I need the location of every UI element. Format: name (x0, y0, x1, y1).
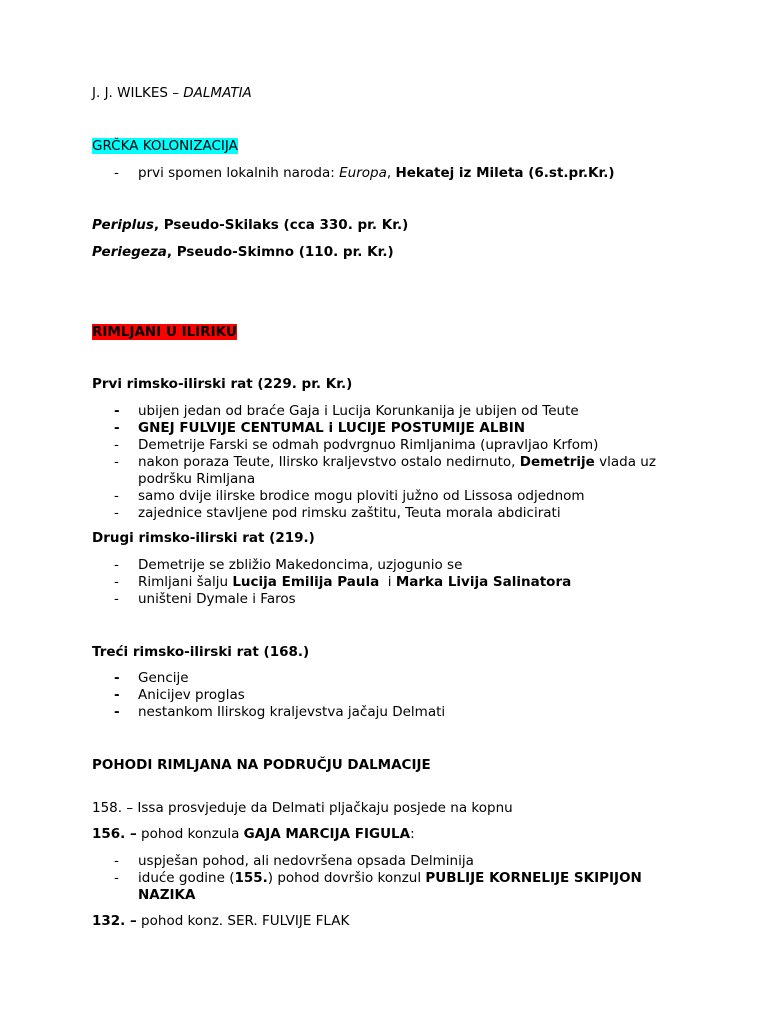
item-text: prvi spomen lokalnih naroda: (138, 165, 340, 181)
item-text: iduće godine ( (138, 870, 235, 886)
work-author: , Pseudo-Skimno (110. pr. Kr.) (166, 244, 394, 260)
item-text: nakon poraza Teute, Ilirsko kraljevstvo ostalo nedirnuto, (138, 454, 520, 470)
periegeza-line (92, 244, 692, 261)
war3-list (92, 670, 692, 721)
item-text: zajednice stavljene pod rimsku zaštitu, Teuta morala abdicirati (138, 505, 561, 521)
list-item (92, 437, 692, 454)
dash-bullet: - (114, 853, 119, 869)
list-item (92, 165, 692, 182)
dash-bullet: - (114, 591, 119, 607)
item-text: Anicijev proglas (138, 687, 245, 703)
item-text-italic: Europa (339, 165, 387, 181)
list-item (92, 704, 692, 721)
item-text: ubijen jedan od braće Gaja i Lucija Korunkanija je ubijen od Teute (138, 403, 579, 419)
item-text: Rimljani šalju (138, 574, 233, 590)
work-title: Periegeza (92, 244, 167, 260)
section-heading-romans (92, 324, 692, 341)
dash-bullet: - (114, 574, 119, 590)
greek-list (92, 165, 692, 182)
item-text: i (379, 574, 396, 590)
item-text-bold: Hekatej iz Mileta (6.st.pr.Kr.) (395, 165, 615, 181)
periplus-line (92, 217, 692, 234)
dash-bullet: - (114, 454, 119, 470)
item-text-bold: Demetrije (519, 454, 595, 470)
dash-bullet: - (114, 704, 120, 720)
item-text: uspješan pohod, ali nedovršena opsada Delminija (138, 853, 474, 869)
list-item (92, 454, 692, 488)
work-title: Periplus (92, 217, 154, 233)
dash-bullet: - (114, 488, 119, 504)
dash-bullet: - (114, 403, 120, 419)
item-text-bold: Marka Livija Salinatora (395, 574, 572, 590)
item-text: samo dvije ilirske brodice mogu ploviti južno od Lissosa odjednom (138, 488, 585, 504)
war2-title-year: (219.) (269, 530, 315, 546)
dash-bullet: - (114, 870, 119, 886)
dash-bullet: - (114, 670, 120, 686)
list-item (92, 853, 692, 870)
work-author: , Pseudo-Skilaks (cca 330. pr. Kr.) (153, 217, 409, 233)
item-text-bold: GNEJ FULVIJE CENTUMAL i LUCIJE POSTUMIJE ALBIN (138, 420, 526, 436)
item-text: , (386, 165, 396, 181)
campaign-text: pohod konz. SER. FULVIJE FLAK (136, 913, 350, 929)
dash-bullet: - (114, 437, 119, 453)
dash-bullet: - (114, 165, 119, 181)
campaign-year: 156. – (92, 826, 137, 842)
item-text: uništeni Dymale i Faros (138, 591, 296, 607)
item-text-bold: Lucija Emilija Paula (232, 574, 380, 590)
war1-title: Prvi rimsko-ilirski rat (229. pr. Kr.) (92, 376, 353, 392)
list-item (92, 557, 692, 574)
war2-title (92, 530, 692, 547)
item-text-bold: 155. (234, 870, 268, 886)
dash-bullet: - (114, 687, 120, 703)
item-text: ) pohod dovršio konzul (267, 870, 426, 886)
list-item (92, 870, 692, 904)
dash-bullet: - (114, 505, 119, 521)
campaign-text: : (410, 826, 415, 842)
list-item (92, 574, 692, 591)
war2-list (92, 557, 692, 608)
item-text: vlada uz podršku Rimljana (138, 454, 656, 487)
item-text-bold: PUBLIJE KORNELIJE SKIPIJON NAZIKA (138, 870, 642, 903)
highlighted-heading: GRČKA KOLONIZACIJA (92, 138, 238, 154)
list-item (92, 505, 692, 522)
war2-title-text: Drugi rimsko-ilirski rat (92, 530, 270, 546)
item-text: Gencije (138, 670, 189, 686)
campaign-person: GAJA MARCIJA FIGULA (243, 826, 411, 842)
author-name: J. J. WILKES – (92, 85, 184, 101)
list-item (92, 403, 692, 420)
campaign-156 (92, 826, 692, 843)
item-text: nestankom Ilirskog kraljevstva jačaju Delmati (138, 704, 446, 720)
dash-bullet: - (114, 557, 119, 573)
list-item (92, 420, 692, 437)
highlighted-heading: RIMLJANI U ILIRIKU (92, 324, 237, 340)
campaign-year: 132. – (92, 913, 137, 929)
section-heading-campaigns: POHODI RIMLJANA NA PODRUČJU DALMACIJE (92, 757, 431, 773)
campaign-156-list (92, 853, 692, 904)
campaign-text: pohod konzula (136, 826, 244, 842)
war1-list (92, 403, 692, 522)
campaign-132 (92, 913, 692, 930)
section-heading-greek (92, 138, 692, 155)
campaign-158: 158. – Issa prosvjeduje da Delmati pljačkaju posjede na kopnu (92, 800, 513, 816)
item-text: Demetrije se zbližio Makedoncima, uzjogunio se (138, 557, 463, 573)
list-item (92, 591, 692, 608)
item-text: Demetrije Farski se odmah podvrgnuo Rimljanima (upravljao Krfom) (138, 437, 599, 453)
list-item (92, 670, 692, 687)
dash-bullet: - (114, 420, 120, 436)
list-item (92, 488, 692, 505)
book-title: DALMATIA (183, 85, 252, 101)
war3-title: Treći rimsko-ilirski rat (168.) (92, 644, 310, 660)
document-header (92, 85, 692, 102)
list-item (92, 687, 692, 704)
